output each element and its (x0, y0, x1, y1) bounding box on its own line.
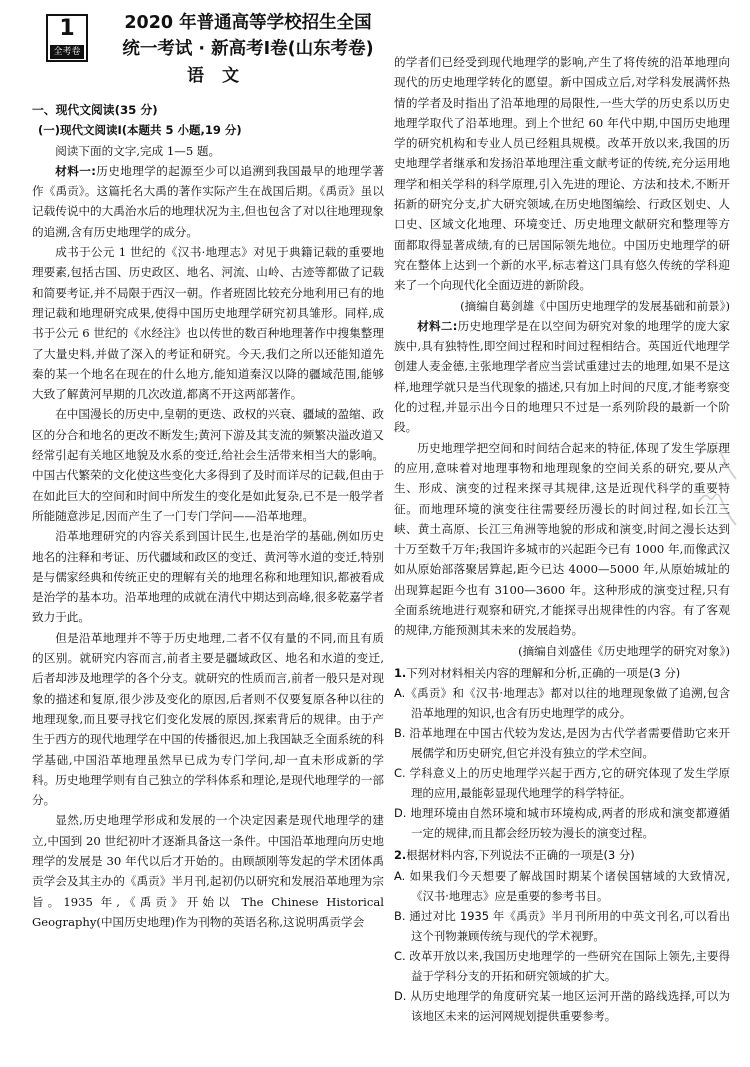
instruction-text: 阅读下面的文字,完成 1—5 题。 (55, 143, 221, 158)
material1-paragraph: 显然,历史地理学形成和发展的一个决定因素是现代地理学的建立,中国到 20 世纪初叶才逐渐具备这一条件。中国沿革地理向历史地理学的发展是 30 年代以后才开始的。由顾颉刚等发起的学术团体禹贡学会及其主办的《禹贡》半月刊,起初仍以研究和发展沿革地理为宗旨。1935 年,《禹贡》开始以 The Chinese Historical Geography(中国历史地理)作为刊物的英语名称,这说明禹贡学会 (32, 813, 384, 929)
question-stem: 下列对材料相关内容的理解和分析,正确的一项是(3 分) (406, 665, 681, 680)
material2-paragraph: 历史地理学把空间和时间结合起来的特征,体现了发生学原理的应用,意味着对地理事物和地理现象的空间关系的研究,要从产生、形成、演变的过程来探寻其规律,这是近现代科学的重要特征。而地理环境的演变往往需要经历漫长的时间过程,如长江三峡、黄土高原、长江三角洲等地貌的形成和演变,时间之漫长达到十万至数千万年;我国许多城市的兴起距今已有 1000 年,而像武汉如从原始部落聚居算起,距今已达 4000—5000 年,从原始城址的出现算起距今也有 3100—3600 年。这种形成的演变过程,只有全面系统地进行观察和研究,才能探寻出规律性的内容。有了客观的规律,方能预测其未来的发展趋势。 (394, 440, 730, 638)
question-number: 1. (394, 665, 407, 680)
watermark-mark: 〽〽 (687, 440, 741, 532)
badge-tag: 全考卷 (50, 45, 84, 59)
material2-label: 材料二: (417, 318, 458, 333)
question-1 (394, 663, 730, 683)
question-number: 2. (394, 848, 407, 863)
right-column (394, 52, 730, 1026)
exam-header (32, 0, 384, 96)
material1-continued: 的学者们已经受到现代地理学的影响,产生了将传统的沿革地理向现代的历史地理学转化的愿望。新中国成立后,对学科发展满怀热情的学者及时指出了沿革地理的局限性,一些大学的历史系以历史地理学取代了沿革地理。到上个世纪 60 年代中期,中国历史地理学的研究机构和专业人员已经粗具规模。改革开放以来,我国的历史地理学者继承和发扬沿革地理注重文献考证的传统,充分运用地理学和相关学科的科学原理,引入先进的理论、方法和技术,不断开拓新的研究分支,扩大研究领域,在历史地图编绘、行政区划史、人口史、区域文化地理、环境变迁、历史地理文献研究和整理等方面都取得显著成绩,有的已居国际领先地位。中国历史地理学的研究在整体上达到一个新的水平,标志着这门具有悠久传统的学科迎来了一个向现代化全面迈进的新阶段。 (394, 55, 730, 293)
badge-number: 1 (59, 16, 75, 41)
question-option[interactable]: B. 通过对比 1935 年《禹贡》半月刊所用的中英文刊名,可以看出这个刊物兼顾传统与现代的学术视野。 (394, 908, 730, 943)
question-option[interactable]: B. 沿革地理在中国古代较为发达,是因为古代学者需要借助它来开展儒学和历史研究,但它并没有独立的学术空间。 (394, 726, 730, 761)
material1-paragraph: 沿革地理研究的内容关系到国计民生,也是治学的基础,例如历史地名的注释和考证、历代疆域和政区的变迁、黄河等水道的变迁,特别是与儒家经典和传统正史的理解有关的地理名称和地理知识,都被看成是治学的基本功。沿革地理的成就在清代中期达到高峰,很多乾嘉学者致力于此。 (32, 529, 384, 625)
source-citation: (摘编自葛剑雄《中国历史地理学的发展基础和前景》) (460, 298, 730, 313)
question-stem: 根据材料内容,下列说法不正确的一项是(3 分) (406, 848, 635, 863)
material1-paragraph: 在中国漫长的历史中,皇朝的更迭、政权的兴衰、疆域的盈缩、政区的分合和地名的更改不断发生;黄河下游及其支流的频繁决溢改道又经常引起有关地区地貌及水系的变迁,给社会生活带来相当大的影响。中国古代繁荣的文化使这些变化大多得到了及时而详尽的记载,但由于在如此巨大的空间和时间中所发生的变化是如此复杂,已不是一般学者所能随意涉足,因而产生了一门专门学问——沿革地理。 (32, 407, 384, 523)
question-option[interactable]: A.《禹贡》和《汉书·地理志》都对以往的地理现象做了追溯,包含沿革地理的知识,也含有历史地理学的成分。 (394, 686, 730, 721)
question-option[interactable]: C. 学科意义上的历史地理学兴起于西方,它的研究体现了发生学原理的应用,最能彰显现代地理学的科学特征。 (394, 766, 730, 801)
left-column (32, 0, 384, 932)
material1-paragraph: 但是沿革地理并不等于历史地理,二者不仅有量的不同,而且有质的区别。就研究内容而言,前者主要是疆域政区、地名和水道的变迁,后者却涉及地理学的各个分支。就研究的性质而言,前者一般只是对现象的描述和复原,很少涉及变化的原因,后者则不仅要复原各种以往的地理现象,而且要寻找它们变化发展的原因,探索背后的规律。由于产生于西方的现代地理学在中国的传播很迟,加上我国缺乏全面系统的科学基础,中国沿革地理虽然早已成为专门学问,却一直未形成新的学科。历史地理学则有自己独立的学科体系和理论,是现代地理学的一部分。 (32, 630, 384, 808)
material2-paragraph: 材料二:历史地理学是在以空间为研究对象的地理学的庞大家族中,具有独特性,即空间过程和时间过程相结合。英国近代地理学创建人麦金德,主张地理学者应当尝试重建过去的地理,如果不是这样,地理学就只是当代现象的描述,只有加上时间的尺度,才能考察变化的过程,并显示出今日的地理只不过是一系列阶段的最新一个阶段。 (394, 318, 730, 435)
section-heading: 一、现代文阅读(35 分) (32, 103, 158, 117)
question-option[interactable]: C. 改革开放以来,我国历史地理学的一些研究在国际上领先,主要得益于学科分支的开拓和研究领域的扩大。 (394, 948, 730, 983)
question-option[interactable]: D. 从历史地理学的角度研究某一地区运河开凿的路线选择,可以为该地区未来的运河网规划提供重要参考。 (394, 988, 730, 1023)
material1-paragraph: 材料一:历史地理学的起源至少可以追溯到我国最早的地理学著作《禹贡》。这篇托名大禹的著作实际产生在战国后期。《禹贡》虽以记载传说中的大禹治水后的地理状况为主,但也包含了对以往地理现象的追溯,含有历史地理学的成分。 (32, 163, 384, 239)
paper-number-badge (46, 14, 88, 62)
exam-title-line1: 2020 年普通高等学校招生全国 (124, 13, 372, 33)
exam-title-line2: 统一考试 · 新高考Ⅰ卷(山东考卷) (122, 39, 374, 59)
question-option[interactable]: D. 地理环境由自然环境和城市环境构成,两者的形成和演变都遵循一定的规律,而且都会经历较为漫长的演变过程。 (394, 806, 730, 841)
source-citation: (摘编自刘盛佳《历史地理学的研究对象》) (518, 643, 730, 658)
exam-title (98, 10, 398, 62)
subject-title: 语文 (187, 66, 257, 86)
question-option[interactable]: A. 如果我们今天想要了解战国时期某个诸侯国辖域的大致情况,《汉书·地理志》应是重要的参考书目。 (394, 868, 730, 903)
question-2 (394, 845, 730, 865)
material1-paragraph: 成书于公元 1 世纪的《汉书·地理志》对见于典籍记载的重要地理要素,包括古国、历史政区、地名、河流、山岭、古迹等都做了记载和简要考证,并不局限于西汉一朝。作者班固比较充分地利用已有的地理记载和地理研究成果,使得中国历史地理学研究初具雏形。同样,成书于公元 6 世纪的《水经注》也以传世的数百种地理著作中搜集整理了大量史料,并做了深入的考证和研究。今天,我们之所以还能知道先秦的某一个地名在现在的什么地方,能知道秦汉以降的疆域范围,能够大致了解黄河早期的几次改道,都离不开这两部著作。 (32, 245, 384, 402)
material1-label: 材料一: (55, 163, 96, 178)
subsection-heading: (一)现代文阅读Ⅰ(本题共 5 小题,19 分) (38, 123, 242, 138)
